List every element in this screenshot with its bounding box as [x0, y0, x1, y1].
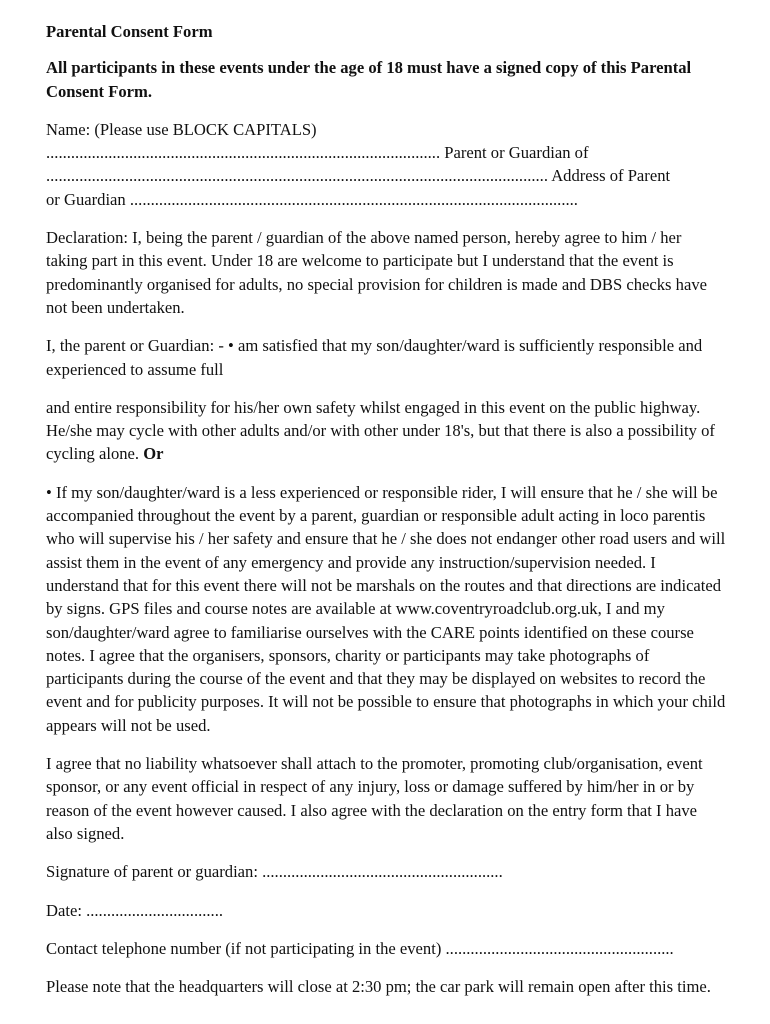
- satisfied-paragraph: I, the parent or Guardian: - • am satisfied that my son/daughter/ward is sufficiently responsible and experienced to assume full: [46, 336, 703, 379]
- signature-line: [46, 860, 726, 883]
- liability-paragraph: I agree that no liability whatsoever shall attach to the promoter, promoting club/organisation, event sponsor, or any event official in respect of any injury, loss or damage suffered by him/her in or by reason of the event however caused. I also agree with the declaration on the entry form that I have also signed.: [46, 754, 703, 843]
- phone-label: Contact telephone number (if not participating in the event): [46, 938, 446, 958]
- name-label: Name: (Please use BLOCK CAPITALS): [46, 119, 317, 139]
- responsibility-text: and entire responsibility for his/her own safety whilst engaged in this event on the public highway. He/she may cycle with other adults and/or with other under 18's, but that there is also a possibility of cycling alone.: [46, 397, 715, 464]
- or-word: Or: [143, 444, 164, 464]
- form-intro: All participants in these events under the age of 18 must have a signed copy of this Parental Consent Form.: [46, 58, 692, 101]
- date-label: Date:: [46, 900, 87, 920]
- phone-line: [46, 937, 726, 960]
- name-field-dots[interactable]: ...............................................................................................: [46, 143, 441, 163]
- parent-of-label: Parent or Guardian of: [440, 143, 589, 163]
- date-field-dots[interactable]: .................................: [86, 900, 223, 920]
- phone-field-dots[interactable]: .......................................................: [445, 938, 674, 958]
- address-label: Address of Parent: [547, 166, 671, 186]
- consent-form-page: [46, 20, 726, 1020]
- parent-of-field-dots[interactable]: .........................................................................................................................: [46, 166, 548, 186]
- form-title: Parental Consent Form: [46, 22, 213, 41]
- address-label-cont: or Guardian: [46, 189, 130, 209]
- name-section: [46, 118, 726, 211]
- date-line: [46, 899, 726, 922]
- less-experienced-paragraph: • If my son/daughter/ward is a less experienced or responsible rider, I will ensure that he / she will be accompanied throughout the event by a parent, guardian or responsible adult acting in loco parentis who will supervise his / her safety and ensure that he / she does not endanger other road users and will assist them in the event of any emergency and provide any instruction/supervision needed. I understand that for this event there will not be marshals on the routes and that directions are indicated by signs. GPS files and course notes are available at www.coventryroadclub.org.uk, I and my son/daughter/ward agree to familiarise ourselves with the CARE points identified on these course notes. I agree that the organisers, sponsors, charity or participants may take photographs of participants during the course of the event and that they may be displayed on websites to record the event and for publicity purposes. It will not be possible to ensure that photographs in which your child appears will not be used.: [46, 482, 726, 735]
- signature-field-dots[interactable]: ..........................................................: [262, 862, 503, 882]
- declaration-paragraph: Declaration: I, being the parent / guardian of the above named person, hereby agree to him / her taking part in this event. Under 18 are welcome to participate but I understand that the event is predominantly organised for adults, no special provision for children is made and DBS checks have not been undertaken.: [46, 228, 707, 317]
- address-field-dots[interactable]: ............................................................................................................: [129, 189, 578, 209]
- responsibility-paragraph: [46, 396, 726, 466]
- headquarters-note: Please note that the headquarters will close at 2:30 pm; the car park will remain open after this time.: [46, 977, 711, 997]
- signature-label: Signature of parent or guardian:: [46, 862, 263, 882]
